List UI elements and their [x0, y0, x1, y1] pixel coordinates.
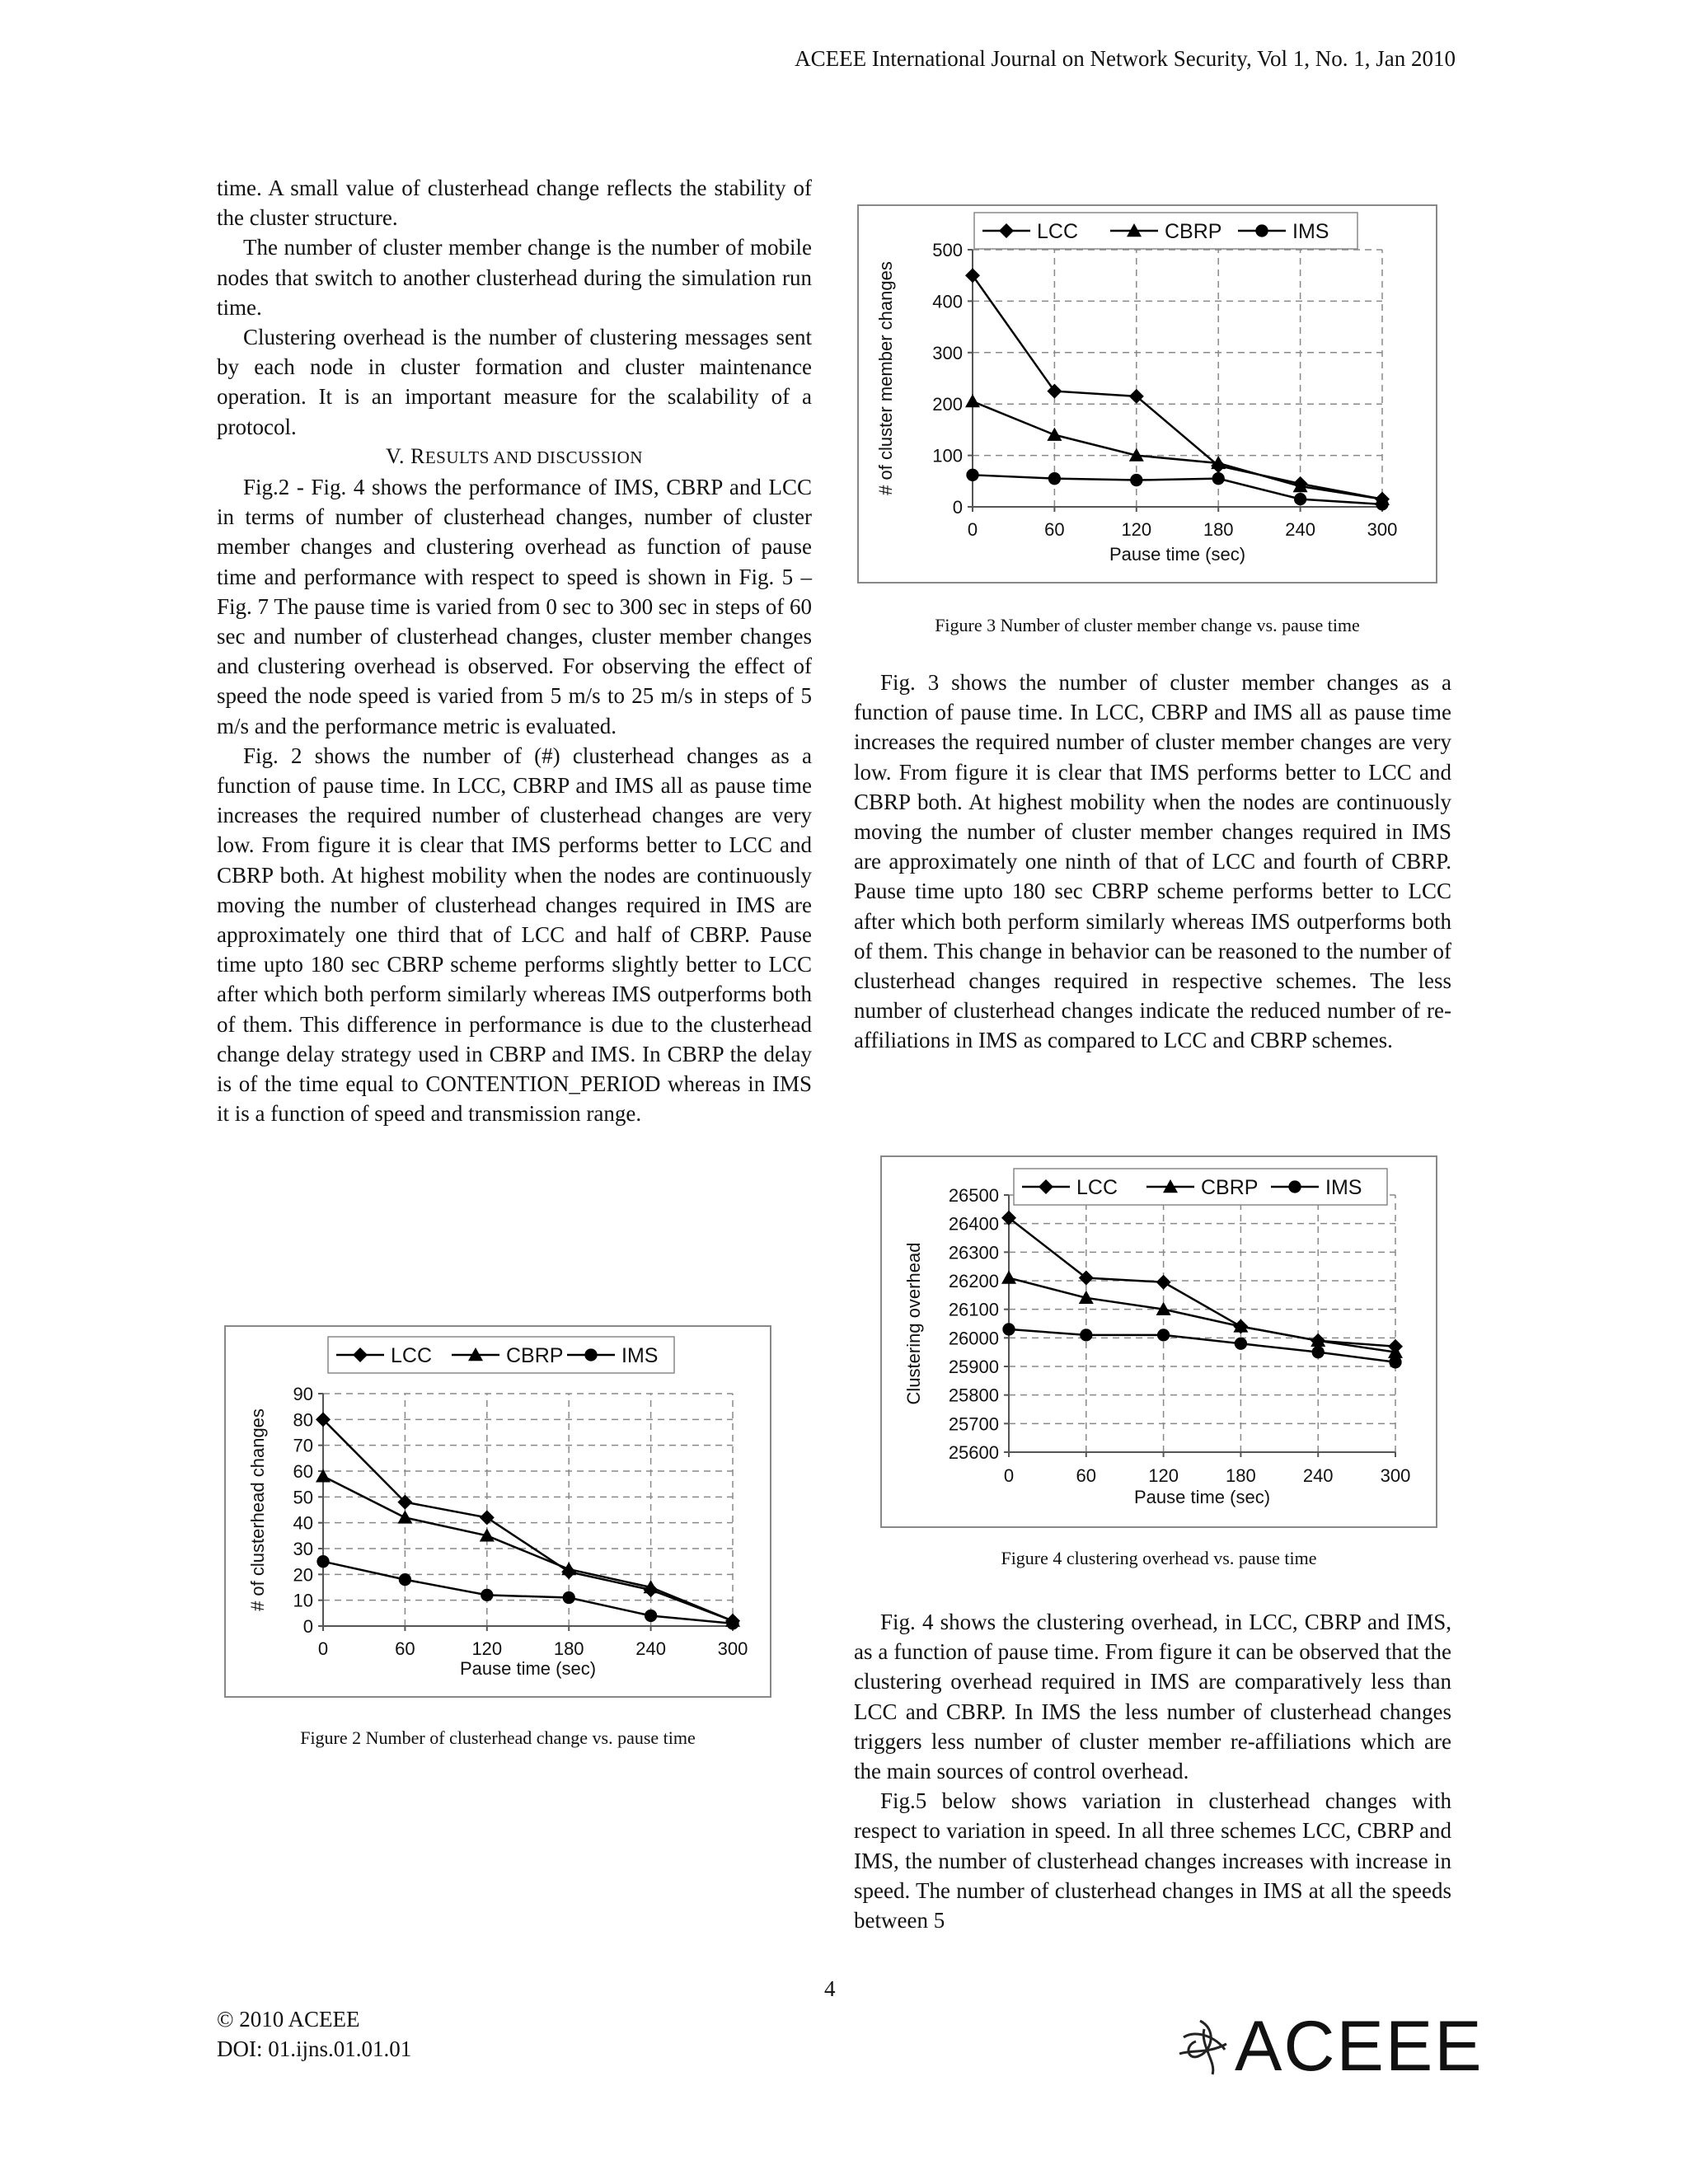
data-point-ims — [316, 1555, 329, 1568]
y-tick-label: 300 — [932, 342, 963, 363]
x-tick-label: 0 — [1003, 1465, 1015, 1486]
data-point-ims — [1389, 1356, 1401, 1368]
x-tick-label: 180 — [1226, 1465, 1256, 1486]
doi: DOI: 01.ijns.01.01.01 — [217, 2036, 412, 2061]
legend-label: LCC — [1076, 1176, 1118, 1199]
y-tick-label: 90 — [293, 1384, 313, 1404]
y-tick-label: 100 — [932, 445, 963, 466]
figure-2-chart — [224, 1325, 771, 1698]
legend-marker-circle-icon — [584, 1348, 597, 1361]
paragraph: Fig. 4 shows the clustering overhead, in LCC, CBRP and IMS, as a function of pause time. From figure it can be observed that the clustering overhead required in IMS are comparatively less than LCC and CBRP. In IMS the less number of clusterhead changes triggers less number of cluster member re-affiliations which are the main sources of control overhead. — [854, 1610, 1451, 1784]
y-tick-label: 25900 — [948, 1357, 999, 1377]
series-ims — [316, 1555, 738, 1630]
x-tick-label: 240 — [1285, 519, 1315, 540]
y-axis-title: Clustering overhead — [903, 1242, 924, 1405]
aceee-logo-mark — [1167, 2004, 1484, 2086]
x-axis-title: Pause time (sec) — [1133, 1487, 1271, 1507]
y-tick-label: 25700 — [948, 1413, 999, 1435]
series-line-ims — [323, 1562, 733, 1624]
series-lcc — [965, 268, 1390, 506]
series-ims — [1002, 1323, 1401, 1368]
data-point-lcc — [1156, 1275, 1171, 1290]
logo-text: ACEEE — [1235, 2007, 1484, 2086]
x-tick-label: 120 — [1121, 519, 1152, 540]
data-point-ims — [1294, 493, 1306, 505]
x-tick-label: 300 — [1367, 519, 1398, 540]
section-heading: V. RESULTS AND DISCUSSION — [386, 443, 643, 468]
legend-marker-circle-icon — [1255, 224, 1268, 237]
y-tick-label: 40 — [293, 1512, 313, 1534]
legend-label: IMS — [1325, 1176, 1362, 1199]
logo-swirl-icon — [1179, 2021, 1226, 2074]
y-tick-label: 10 — [293, 1590, 313, 1611]
y-tick-label: 26200 — [948, 1271, 999, 1291]
x-axis-title: Pause time (sec) — [1109, 544, 1246, 565]
y-tick-label: 50 — [293, 1487, 313, 1508]
figure-2-caption: Figure 2 Number of clusterhead change vs. pause time — [300, 1727, 696, 1748]
y-tick-label: 80 — [293, 1409, 313, 1431]
y-axis-title: # of cluster member changes — [875, 261, 896, 495]
paragraph: time. A small value of clusterhead change reflects the stability of the cluster structure. — [217, 176, 812, 231]
y-tick-label: 60 — [293, 1461, 313, 1482]
y-tick-label: 20 — [293, 1564, 313, 1586]
legend — [1014, 1169, 1387, 1205]
y-tick-label: 26100 — [948, 1299, 999, 1320]
series-line-lcc — [1009, 1218, 1395, 1347]
data-point-ims — [1157, 1329, 1170, 1341]
data-point-cbrp — [397, 1510, 412, 1523]
chart-fig3-svg — [859, 206, 1436, 582]
x-tick-label: 60 — [1044, 519, 1065, 540]
y-tick-label: 26500 — [948, 1185, 999, 1206]
x-tick-label: 180 — [1203, 519, 1234, 540]
paragraph: Clustering overhead is the number of clustering messages sent by each node in cluster formation and cluster maintenance operation. It is an important measure for the scalability of a protocol. — [217, 325, 812, 439]
legend-label: IMS — [1292, 220, 1329, 243]
legend-marker-circle-icon — [1288, 1180, 1301, 1193]
series-cbrp — [1001, 1271, 1403, 1358]
figure-4-caption: Figure 4 clustering overhead vs. pause time — [1001, 1548, 1317, 1568]
y-tick-label: 500 — [932, 240, 963, 260]
series-line-cbrp — [973, 401, 1382, 499]
data-point-ims — [1130, 474, 1142, 486]
y-tick-label: 70 — [293, 1435, 313, 1456]
x-tick-label: 60 — [1076, 1465, 1097, 1486]
chart-fig4-svg — [882, 1157, 1436, 1526]
data-point-ims — [1312, 1346, 1325, 1358]
legend-label: LCC — [391, 1344, 433, 1367]
x-tick-label: 60 — [395, 1638, 415, 1659]
series-line-lcc — [323, 1419, 733, 1620]
series-cbrp — [316, 1469, 740, 1627]
x-tick-label: 120 — [1148, 1465, 1179, 1486]
data-point-lcc — [1047, 384, 1062, 399]
data-point-ims — [481, 1589, 493, 1601]
legend-label: IMS — [621, 1344, 659, 1367]
data-point-lcc — [965, 268, 980, 283]
legend-label: CBRP — [1165, 220, 1222, 243]
right-column-top — [854, 668, 1451, 1056]
legend — [328, 1337, 674, 1373]
y-tick-label: 25800 — [948, 1385, 999, 1406]
grid-lines — [1009, 1195, 1395, 1452]
x-tick-label: 0 — [967, 519, 978, 540]
data-point-ims — [399, 1573, 411, 1586]
chart-fig2-svg — [226, 1327, 770, 1696]
data-point-ims — [1235, 1338, 1247, 1350]
x-axis-title: Pause time (sec) — [459, 1658, 597, 1679]
grid-lines — [973, 250, 1382, 507]
aceee-logo — [1167, 2004, 1484, 2086]
paragraph: The number of cluster member change is the number of mobile nodes that switch to another clusterhead during the simulation run time. — [217, 235, 812, 320]
legend — [974, 213, 1357, 249]
journal-header: ACEEE International Journal on Network Security, Vol 1, No. 1, Jan 2010 — [795, 46, 1456, 71]
x-tick-label: 180 — [553, 1638, 584, 1659]
series-line-cbrp — [1009, 1278, 1395, 1352]
data-point-ims — [1212, 472, 1225, 485]
x-tick-label: 240 — [635, 1638, 666, 1659]
x-tick-label: 120 — [471, 1638, 503, 1659]
paragraph: Fig.2 - Fig. 4 shows the performance of IMS, CBRP and LCC in terms of number of clusterhead changes, number of cluster member changes and clustering overhead as function of pause time and performance with respect to speed is shown in Fig. 5 – Fig. 7 The pause time is varied from 0 sec to 300 sec in steps of 60 sec and number of clusterhead changes, cluster member changes and clustering overhead is observed. For observing the effect of speed the node speed is varied from 5 m/s to 25 m/s in steps of 5 m/s and the performance metric is evaluated. — [217, 475, 812, 738]
paragraph: Fig. 2 shows the number of (#) clusterhead changes as a function of pause time. In LCC, CBRP and IMS all as pause time increases the required number of clusterhead changes are very low. From figure it is clear that IMS performs better to LCC and CBRP both. At highest mobility when the nodes are continuously moving the number of clusterhead changes required in IMS are approximately one third that of LCC and half of CBRP. Pause time upto 180 sec CBRP scheme performs slightly better to LCC after which both perform similarly whereas IMS outperforms both of them. This difference in performance is due to the clusterhead change delay strategy used in CBRP and IMS. In CBRP the delay is of the time equal to CONTENTION_PERIOD whereas in IMS it is a function of speed and transmission range. — [217, 743, 812, 1127]
x-tick-label: 240 — [1302, 1465, 1334, 1486]
data-point-ims — [1376, 498, 1388, 510]
x-tick-label: 300 — [717, 1638, 748, 1659]
figure-3-caption: Figure 3 Number of cluster member change vs. pause time — [935, 615, 1360, 635]
y-tick-label: 200 — [932, 394, 963, 415]
data-point-cbrp — [1047, 428, 1062, 441]
series-line-ims — [1009, 1329, 1395, 1362]
data-point-lcc — [480, 1510, 495, 1525]
y-tick-label: 26400 — [948, 1213, 999, 1235]
page-number: 4 — [824, 1976, 836, 2001]
paragraph: Fig. 3 shows the number of cluster member changes as a function of pause time. In LCC, CBRP and IMS all as pause time increases the required number of cluster member changes are very low. From figure it is clear that IMS performs better to LCC and CBRP both. At highest mobility when the nodes are continuously moving the number of cluster member changes required in IMS are approximately one ninth of that of LCC and fourth of CBRP. Pause time upto 180 sec CBRP scheme performs better to LCC after which both perform similarly whereas IMS outperforms both of them. This change in behavior can be reasoned to the number of clusterhead changes required in respective schemes. The less number of clusterhead changes indicate the reduced number of re-affiliations in IMS as compared to LCC and CBRP schemes. — [854, 670, 1451, 1053]
copyright: © 2010 ACEEE — [217, 2007, 360, 2032]
legend-label: CBRP — [1201, 1176, 1259, 1199]
series-line-lcc — [973, 275, 1382, 499]
data-point-ims — [645, 1610, 657, 1622]
left-column — [217, 173, 812, 1129]
x-tick-label: 0 — [317, 1638, 329, 1659]
data-point-ims — [1002, 1323, 1015, 1335]
grid-lines — [323, 1394, 733, 1626]
y-tick-label: 26300 — [948, 1242, 999, 1263]
legend-label: CBRP — [506, 1344, 564, 1367]
y-axis-title: # of clusterhead changes — [247, 1408, 268, 1611]
y-tick-label: 400 — [932, 291, 963, 312]
data-point-cbrp — [965, 394, 980, 407]
y-tick-label: 30 — [293, 1539, 313, 1559]
data-point-ims — [563, 1591, 575, 1604]
y-tick-label: 26000 — [948, 1328, 999, 1349]
y-tick-label: 0 — [302, 1616, 313, 1637]
y-tick-label: 25600 — [948, 1442, 999, 1463]
y-tick-label: 0 — [952, 497, 963, 518]
data-point-ims — [966, 469, 978, 481]
data-point-ims — [1048, 472, 1061, 485]
figure-4-chart — [880, 1155, 1437, 1528]
legend-label: LCC — [1037, 220, 1079, 243]
data-point-ims — [726, 1617, 738, 1629]
paragraph: Fig.5 below shows variation in clusterhead changes with respect to variation in speed. In all three schemes LCC, CBRP and IMS, the number of clusterhead changes increases with increase in speed. The number of clusterhead changes in IMS at all the speeds between 5 — [854, 1788, 1451, 1933]
data-point-cbrp — [1001, 1271, 1016, 1284]
figure-3-chart — [857, 204, 1437, 583]
x-tick-label: 300 — [1380, 1465, 1411, 1486]
right-column-bottom — [854, 1607, 1451, 1935]
footer-info — [217, 2004, 411, 2064]
data-point-ims — [1080, 1329, 1092, 1341]
